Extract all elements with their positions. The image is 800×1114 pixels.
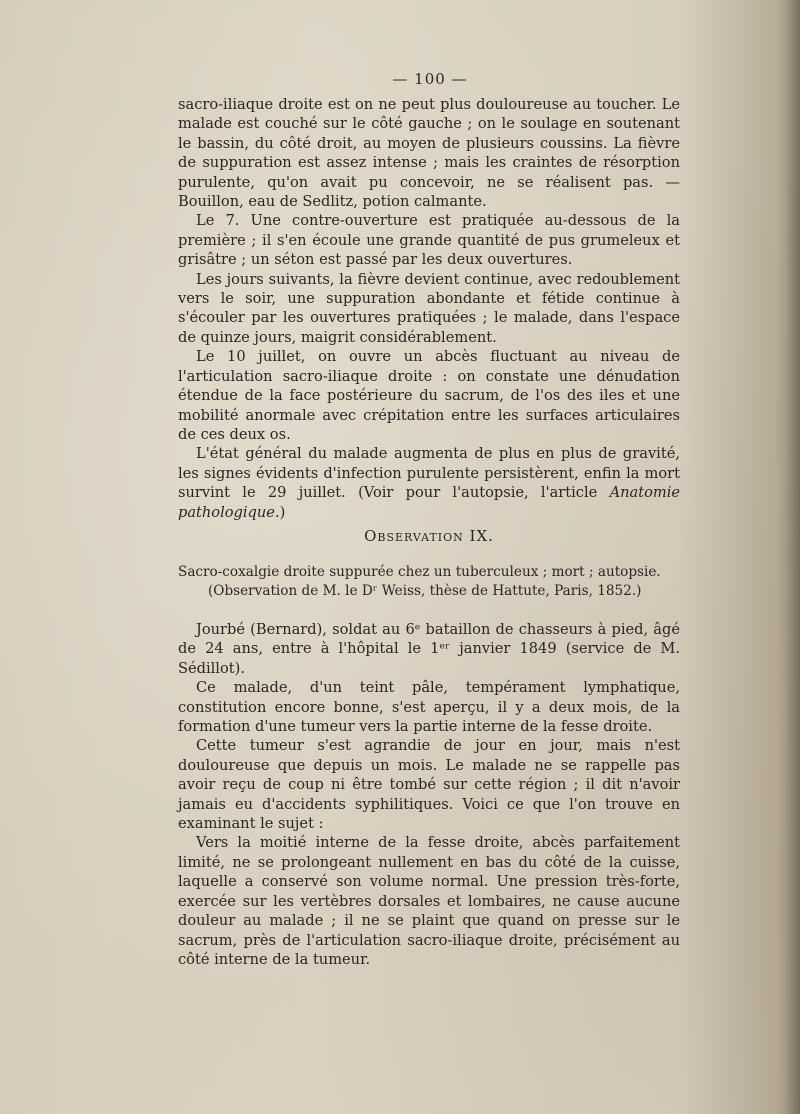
- text-block-top: [178, 95, 680, 522]
- observation-heading: Observation IX.: [364, 527, 494, 545]
- paragraph-5-end: .): [274, 503, 286, 521]
- paragraph-9: Vers la moitié interne de la fesse droite, abcès parfaitement limité, ne se prolongeant nullement en bas du côté de la cuisse, laquelle a conservé son volume normal. Une pression très-forte, exercée sur les vertèbres dorsales et lombaires, ne cause aucune douleur au malade ; il ne se plaint que quand on presse sur le sacrum, près de l'articulation sacro-iliaque droite, précisément au côté interne de la tumeur.: [178, 834, 680, 968]
- article-reference: Anatomie pathologique: [178, 484, 680, 521]
- paragraph-8: Cette tumeur s'est agrandie de jour en jour, mais n'est douloureuse que depuis un mois. Le malade ne se rappelle pas avoir reçu de coup ni être tombé sur cette région ; il dit n'avoir jamais eu d'accidents syphilitiques. Voici ce que l'on trouve en examinant le sujet :: [178, 737, 680, 833]
- paragraph-6: Jourbé (Bernard), soldat au 6ᵉ bataillon de chasseurs à pied, âgé de 24 ans, entre à l'hôpital le 1ᵉʳ janvier 1849 (service de M. Sédillot).: [178, 621, 680, 677]
- case-summary: [178, 563, 680, 601]
- page-edge-shadow: [786, 0, 800, 1114]
- paragraph-4: Le 10 juillet, on ouvre un abcès fluctuant au niveau de l'articulation sacro-iliaque droite : on constate une dénudation étendue de la face postérieure du sacrum, de l'os des iles et une mobilité anormale avec crépitation entre les surfaces articulaires de ces deux os.: [178, 348, 680, 443]
- paragraph-7: Ce malade, d'un teint pâle, tempérament lymphatique, constitution encore bonne, s'est aperçu, il y a deux mois, de la formation d'une tumeur vers la partie interne de la fesse droite.: [178, 679, 680, 736]
- paragraph-2: Le 7. Une contre-ouverture est pratiquée au-dessous de la première ; il s'en écoule une grande quantité de pus grumeleux et grisâtre ; un séton est passé par les deux ouvertures.: [178, 212, 680, 269]
- paragraph-5: [178, 444, 680, 522]
- case-source: (Observation de M. le Dʳ Weiss, thèse de Hattute, Paris, 1852.): [208, 583, 642, 599]
- paragraph-1: sacro-iliaque droite est on ne peut plus douloureuse au toucher. Le malade est couché sur le côté gauche ; on le soulage en soutenant le bassin, du côté droit, au moyen de plusieurs coussins. La fièvre de suppuration est assez intense ; mais les craintes de résorption purulente, qu'on avait pu concevoir, ne se réalisent pas. — Bouillon, eau de Sedlitz, potion calmante.: [178, 96, 680, 211]
- paragraph-3: Les jours suivants, la fièvre devient continue, avec redoublement vers le soir, une suppuration abondante et fétide continue à s'écouler par les ouvertures pratiquées ; le malade, dans l'espace de quinze jours, maigrit considérablement.: [178, 270, 680, 346]
- page-number: — 100 —: [392, 70, 468, 88]
- text-block-bottom: [178, 620, 680, 969]
- paragraph-5-text: L'état général du malade augmenta de plus en plus de gravité, les signes évidents d'infection purulente persistèrent, enfin la mort survint le 29 juillet. (Voir pour l'autopsie, l'article: [178, 445, 680, 502]
- case-title: Sacro-coxalgie droite suppurée chez un tuberculeux ; mort ; autopsie.: [178, 564, 661, 580]
